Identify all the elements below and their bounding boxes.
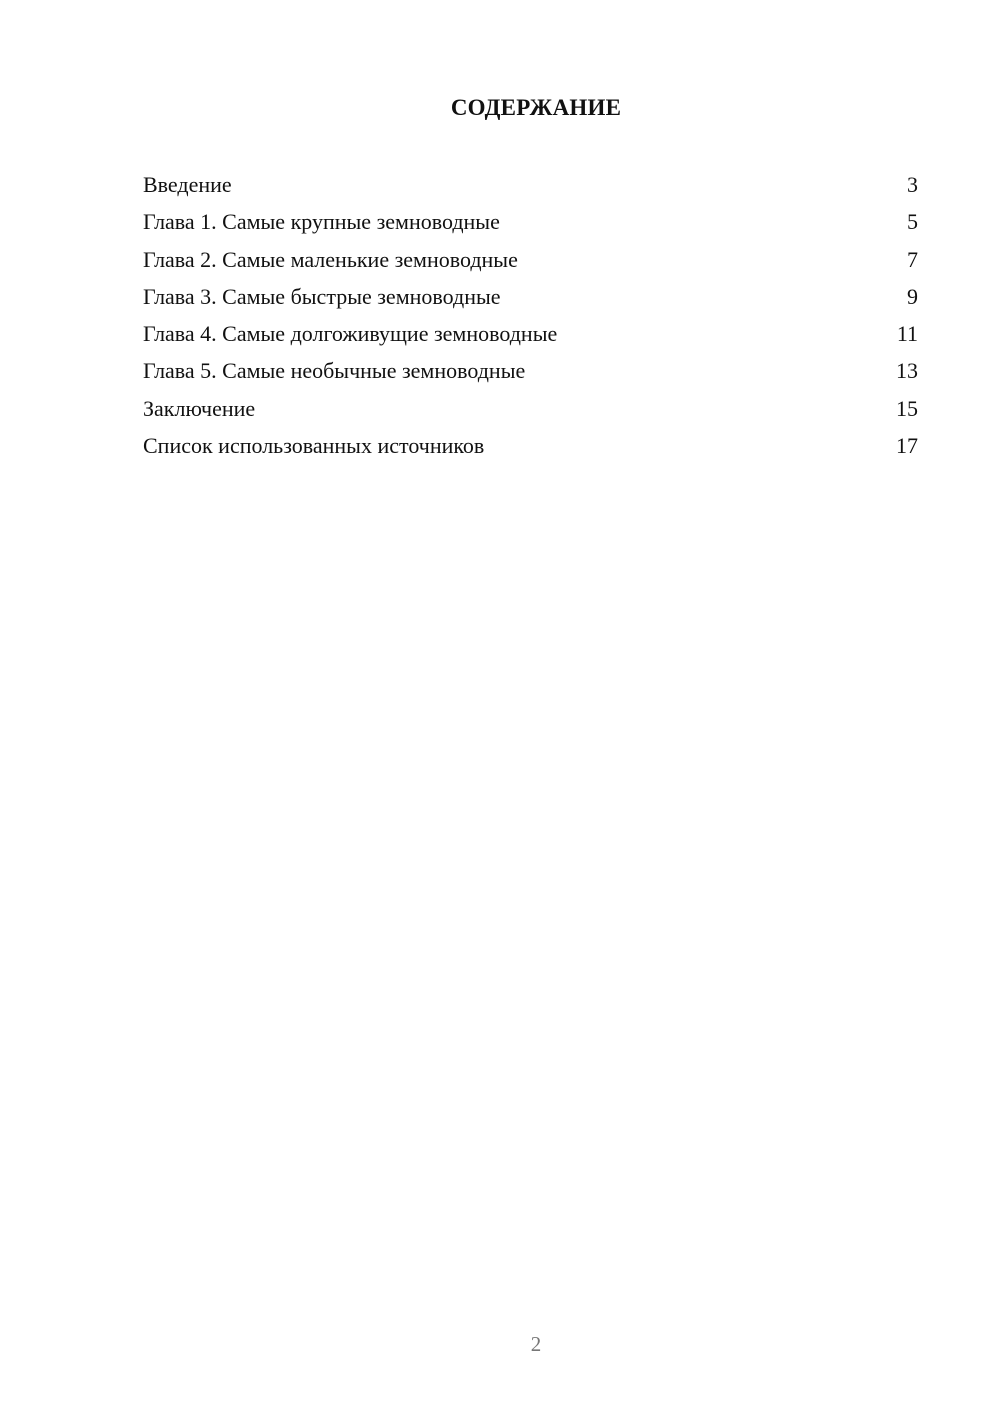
toc-entry-conclusion (143, 394, 918, 431)
toc-entry-page: 11 (896, 321, 918, 347)
toc-entry-label: Список использованных источников (143, 433, 485, 459)
toc-entry-page: 13 (896, 358, 918, 384)
toc-entry-chapter-3 (143, 282, 918, 319)
toc-entry-label: Глава 1. Самые крупные земноводные (143, 209, 500, 235)
toc-entry-references (143, 431, 918, 468)
toc-entry-page: 3 (907, 172, 918, 197)
page-number: 2 (530, 1332, 542, 1356)
toc-entry-page: 7 (907, 246, 918, 272)
toc-entry-page: 9 (907, 283, 918, 309)
toc-entry-page: 5 (907, 209, 918, 235)
toc-entry-chapter-1 (143, 207, 918, 244)
toc-entry-chapter-4 (143, 319, 918, 356)
toc-entry-label: Заключение (143, 395, 256, 421)
toc-entry-page: 17 (896, 433, 918, 459)
page-title: СОДЕРЖАНИЕ (450, 95, 622, 120)
toc-entry-label: Введение (143, 172, 232, 197)
toc-entry-label: Глава 3. Самые быстрые земноводные (143, 283, 501, 309)
toc-entry-label: Глава 4. Самые долгоживущие земноводные (143, 321, 558, 347)
toc-entry-label: Глава 2. Самые маленькие земноводные (143, 246, 518, 272)
toc-entry-chapter-2 (143, 245, 918, 282)
toc-entry-introduction (143, 170, 918, 207)
table-of-contents (143, 170, 918, 468)
toc-entry-page: 15 (896, 395, 918, 421)
toc-entry-label: Глава 5. Самые необычные земноводные (143, 358, 526, 384)
toc-entry-chapter-5 (143, 356, 918, 393)
